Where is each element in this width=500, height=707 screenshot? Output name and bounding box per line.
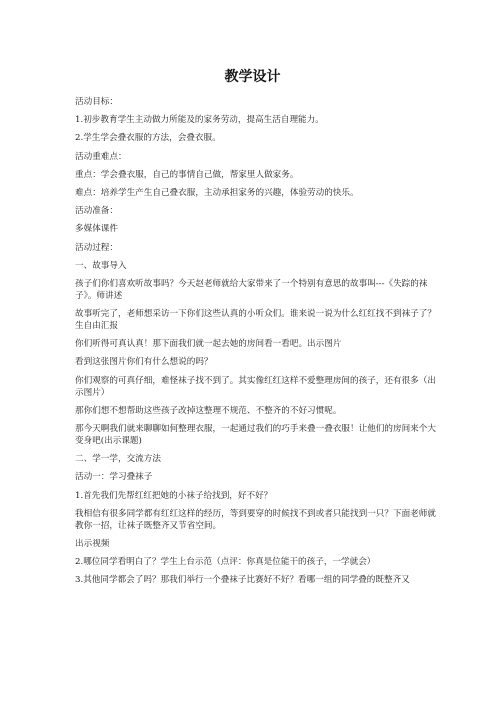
paragraph: 3.其他同学都会了吗？那我们举行一个叠袜子比赛好不好？看哪一组的同学叠的既整齐又	[75, 575, 410, 586]
paragraph: 我相信有很多同学都有红红这样的经历，等到要穿的时候找不到或者只能找到一只？下面老师就教你一招，让袜子既整齐又节省空间。	[75, 508, 436, 531]
section-heading: 二、学一学，交流方法	[75, 454, 161, 465]
paragraph: 出示视频	[75, 538, 110, 549]
paragraph: 故事听完了，老师想采访一下你们这些认真的小听众们。谁来说一说为什么红红找不到袜子了？生自由汇报	[75, 309, 436, 332]
paragraph: 那你们想不想帮助这些孩子改掉这整理不规范、不整齐的不好习惯呢。	[75, 405, 342, 416]
page-title: 教学设计	[224, 69, 281, 85]
text-line: 重点：学会叠衣服，自己的事情自己做，帮家里人做家务。	[75, 169, 299, 180]
paragraph: 你们观察的可真仔细，难怪袜子找不到了。其实像红红这样不爱整理房间的孩子，还有很多（出示图片）	[75, 375, 436, 398]
text-line: 2.学生学会叠衣服的方法，会叠衣服。	[75, 133, 221, 144]
text-line: 多媒体课件	[75, 224, 118, 235]
text-line: 1.初步教育学生主动做力所能及的家务劳动，提高生活自理能力。	[75, 115, 324, 126]
paragraph: 看到这张图片你们有什么想说的吗？	[75, 357, 213, 368]
paragraph: 孩子们你们喜欢听故事吗？今天赵老师就给大家带来了一个特别有意思的故事叫---《失踪的袜子》。师讲述	[75, 278, 428, 301]
paragraph: 那今天啊我们就来聊聊如何整理衣服，一起通过我们的巧手来叠一叠衣服！让他们的房间来个大变身吧(出示课题)	[75, 424, 436, 446]
paragraph: 2.哪位同学看明白了？学生上台示范（点评：你真是位能干的孩子，一学就会）	[75, 557, 376, 568]
text-line: 活动过程：	[75, 242, 118, 253]
paragraph: 1.首先我们先帮红红把她的小袜子给找到，好不好？	[75, 490, 273, 501]
text-line: 活动目标：	[75, 97, 118, 107]
paragraph: 你们听得可真认真！那下面我们就一起去她的房间看一看吧。出示图片	[75, 339, 342, 350]
section-heading: 一、故事导入	[75, 260, 127, 271]
text-line: 活动准备：	[75, 206, 118, 217]
text-line: 活动重难点：	[75, 151, 127, 162]
subsection-heading: 活动一：学习叠袜子	[75, 472, 153, 483]
text-line: 难点：培养学生产生自己叠衣服，主动承担家务的兴趣，体验劳动的快乐。	[75, 187, 359, 198]
